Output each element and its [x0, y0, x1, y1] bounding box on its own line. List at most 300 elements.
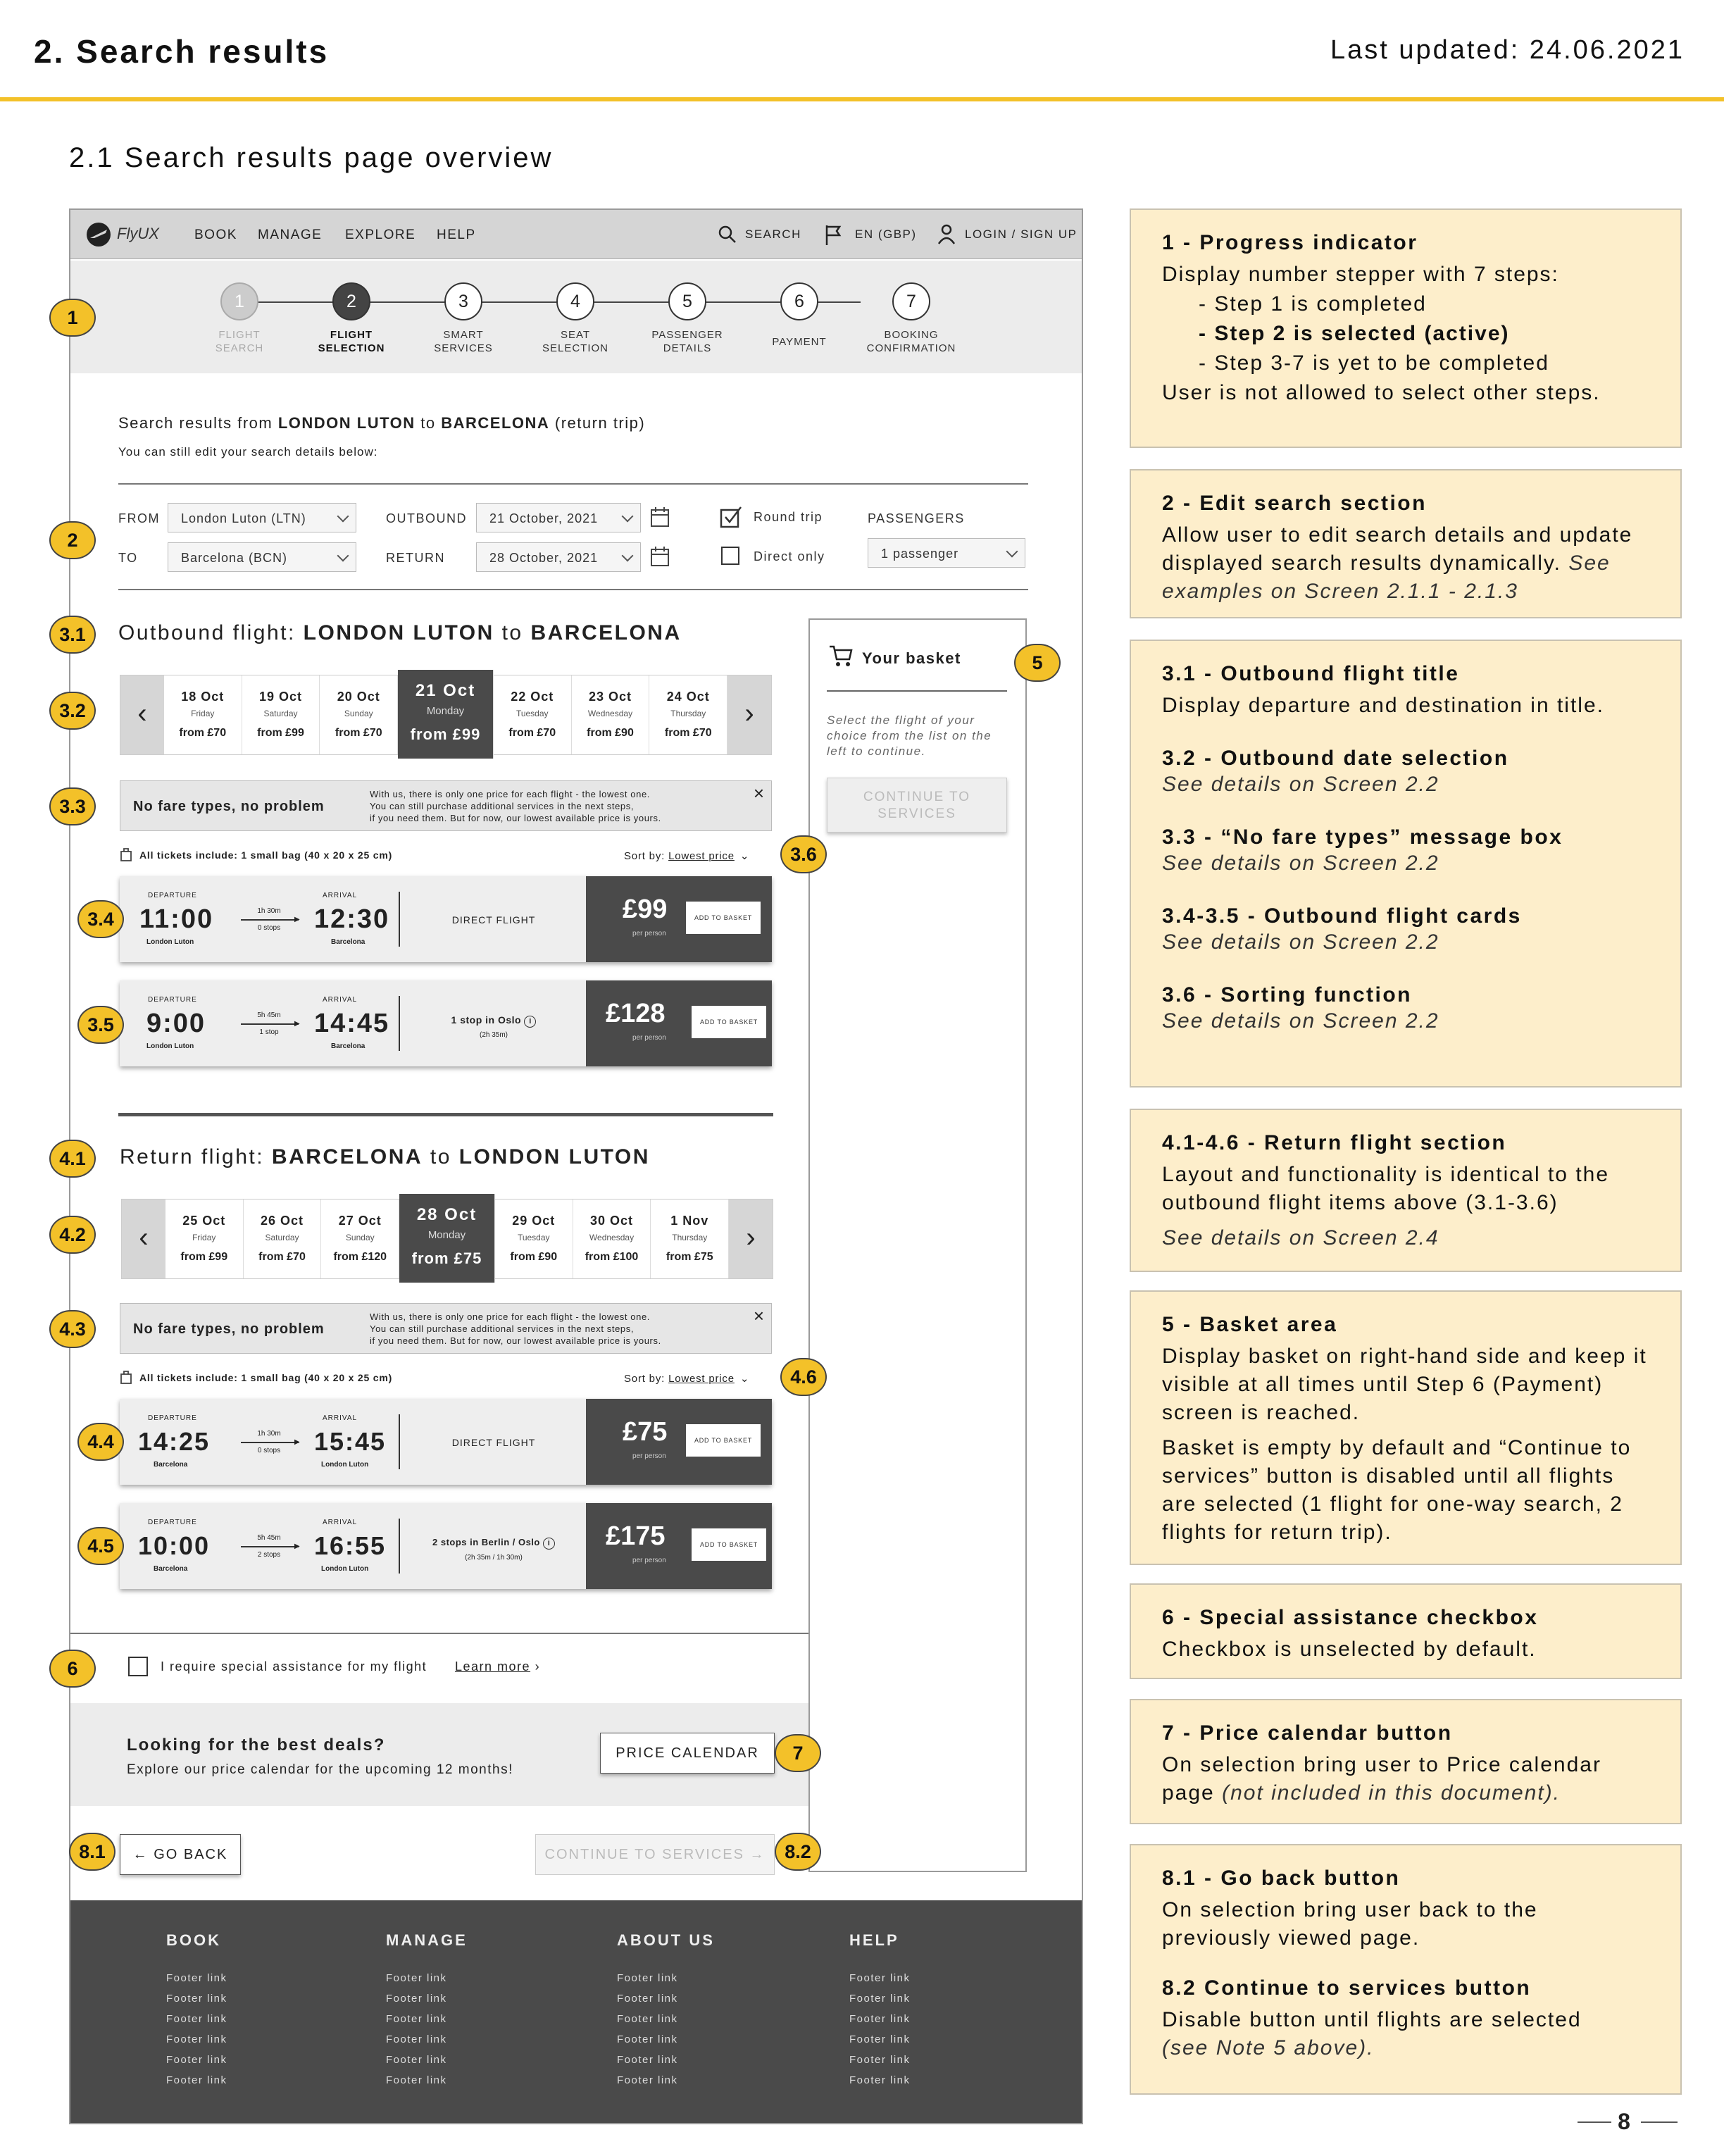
sort-label: Sort by:	[624, 850, 669, 862]
duration: 1h 30m	[257, 1430, 281, 1438]
continue-label: CONTINUE TO SERVICES	[544, 1847, 744, 1862]
text: to	[423, 1145, 459, 1169]
note-title: 3.1 - Outbound flight title	[1162, 662, 1460, 685]
text-line: With us, there is only one price for each flight - the lowest one.	[370, 1311, 651, 1322]
weekday: Saturday	[265, 1233, 299, 1242]
weekday: Monday	[426, 705, 465, 717]
footer-link[interactable]: Footer link	[386, 1993, 447, 2005]
prev-dates-button[interactable]: ‹	[122, 1199, 165, 1278]
date: 28 Oct	[416, 1205, 477, 1224]
round-trip-checkbox[interactable]	[720, 506, 742, 528]
nav-manage[interactable]: MANAGE	[258, 228, 323, 242]
note-text: Basket is empty by default and “Continue to services” button is disabled until all flights are selected (1 flight for one-way search, 2 flights for return trip).	[1162, 1436, 1632, 1544]
note-text-italic: See details on Screen 2.2	[1162, 773, 1439, 796]
outbound-date-selector	[120, 675, 772, 755]
weekday: Tuesday	[516, 709, 549, 718]
to-value: Barcelona (BCN)	[181, 551, 288, 565]
step-7	[892, 282, 930, 320]
note-text-italic: See examples on Screen 2.1.1 - 2.1.3	[1162, 552, 1611, 603]
next-dates-button[interactable]: ›	[729, 1199, 773, 1278]
chevron-down-icon	[622, 511, 634, 523]
step-4-label	[519, 328, 632, 355]
note-title: 3.3 - “No fare types” message box	[1162, 825, 1563, 849]
arrow-right-icon: →	[744, 1847, 766, 1862]
footer-link[interactable]: Footer link	[386, 2013, 447, 2025]
add-to-basket-button[interactable]: ADD TO BASKET	[686, 1424, 761, 1457]
step-2-number: 2	[332, 282, 370, 320]
note-text: Disable button until flights are selected	[1162, 2008, 1582, 2031]
from-city: LONDON LUTON	[277, 414, 416, 432]
price-box	[586, 1503, 772, 1589]
step-5	[668, 282, 706, 320]
annotation-badge: 3.1	[49, 616, 96, 654]
step-7-label	[855, 328, 968, 355]
user-icon[interactable]	[937, 223, 956, 245]
step-3-number: 3	[444, 282, 482, 320]
footer-link[interactable]: Footer link	[166, 1993, 227, 2005]
note-title: 3.4-3.5 - Outbound flight cards	[1162, 904, 1522, 928]
annotation-badge: 3.2	[49, 692, 96, 730]
footer-link[interactable]: Footer link	[849, 1972, 911, 1984]
return-flight-card[interactable]	[120, 1503, 772, 1589]
note-text: Layout and functionality is identical to the outbound flight items above (3.1-3.6)	[1162, 1163, 1610, 1214]
annotation-badge: 4.4	[77, 1423, 124, 1461]
note-title: 5 - Basket area	[1162, 1313, 1338, 1336]
chevron-down-icon	[337, 511, 349, 523]
departure-time: 14:25	[138, 1427, 211, 1456]
step-label-line: PASSENGER	[651, 329, 723, 341]
bag-icon	[120, 847, 132, 862]
search-subtext: You can still edit your search details below:	[118, 445, 378, 459]
footer-link[interactable]: Footer link	[386, 1972, 447, 1984]
text-line: You can still purchase additional services in the next steps,	[370, 801, 635, 811]
footer-link[interactable]: Footer link	[617, 1972, 678, 1984]
note-title: 8.2 Continue to services button	[1162, 1976, 1532, 2000]
close-icon[interactable]: ×	[753, 1305, 764, 1326]
duration: 5h 45m	[257, 1534, 281, 1542]
stop-info: 1 stop in Oslo	[451, 1014, 522, 1026]
date-option[interactable]	[495, 1199, 573, 1278]
text: Return flight:	[120, 1145, 272, 1169]
footer-link[interactable]: Footer link	[849, 2074, 911, 2086]
step-1-label	[183, 328, 296, 355]
sort-control[interactable]	[624, 849, 749, 862]
passengers-select[interactable]	[868, 538, 1025, 568]
stops: 1 stop	[259, 1028, 279, 1036]
footer-link[interactable]: Footer link	[617, 2013, 678, 2025]
note-text-italic: See details on Screen 2.2	[1162, 1009, 1439, 1033]
price-calendar-banner	[70, 1703, 808, 1806]
arrival-label: ARRIVAL	[323, 1519, 358, 1526]
step-2-label	[295, 328, 408, 355]
arrival-city: London Luton	[321, 1461, 369, 1469]
price: from £70	[258, 1251, 306, 1263]
note-7-price-calendar	[1130, 1699, 1682, 1824]
divider	[118, 483, 1028, 485]
go-back-label: GO BACK	[154, 1847, 228, 1862]
note-title: 1 - Progress indicator	[1162, 231, 1418, 254]
plane-logo-icon	[85, 221, 113, 248]
date-option[interactable]	[649, 675, 727, 754]
step-6-number: 6	[780, 282, 818, 320]
date-option[interactable]	[164, 675, 242, 754]
price: from £99	[410, 725, 481, 743]
footer-link[interactable]: Footer link	[166, 2074, 227, 2086]
annotation-badge: 5	[1014, 644, 1061, 682]
price: from £70	[664, 727, 712, 739]
date: 1 Nov	[670, 1214, 709, 1228]
note-title: 2 - Edit search section	[1162, 492, 1427, 515]
flight-arrow	[241, 1023, 299, 1025]
return-date-select[interactable]	[476, 542, 641, 572]
date-option[interactable]	[494, 675, 572, 754]
footer-link[interactable]: Footer link	[849, 2033, 911, 2045]
note-3-outbound	[1130, 640, 1682, 1088]
footer-link[interactable]: Footer link	[386, 2074, 447, 2086]
flight-info	[401, 1014, 586, 1028]
date: 23 Oct	[588, 690, 632, 704]
footer-col-manage	[386, 1931, 468, 2090]
chevron-down-icon	[1006, 546, 1018, 558]
divider	[1641, 2121, 1678, 2123]
price: £175	[606, 1521, 666, 1551]
return-date-value: 28 October, 2021	[489, 551, 599, 565]
departure-city: London Luton	[146, 1042, 194, 1050]
footer-link[interactable]: Footer link	[849, 2013, 911, 2025]
annotation-badge: 4.6	[780, 1358, 827, 1396]
continue-to-services-button[interactable]	[535, 1834, 775, 1875]
note-text: - Step 3-7 is yet to be completed	[1199, 351, 1549, 375]
step-label-line: SELECTION	[542, 342, 609, 354]
return-flight-title	[120, 1145, 650, 1169]
footer-link[interactable]: Footer link	[849, 1993, 911, 2005]
return-flight-card[interactable]	[120, 1399, 772, 1485]
wireframe	[69, 208, 1083, 2124]
note-1-progress	[1130, 208, 1682, 448]
special-assistance-label: I require special assistance for my flight	[161, 1659, 427, 1674]
per-person: per person	[632, 1557, 666, 1564]
note-text	[1162, 521, 1649, 606]
step-label-line: SMART	[443, 329, 484, 341]
footer-link[interactable]: Footer link	[166, 2013, 227, 2025]
stops: 0 stops	[257, 924, 281, 932]
annotation-badge: 1	[49, 299, 96, 337]
text: Search results from	[118, 414, 278, 432]
step-label-line: DETAILS	[663, 342, 712, 354]
basket-continue-button[interactable]	[827, 778, 1007, 833]
layover-duration: (2h 35m)	[479, 1031, 508, 1039]
arrival-city: London Luton	[321, 1565, 369, 1573]
date-option[interactable]	[572, 675, 650, 754]
outbound-label: OUTBOUND	[386, 511, 467, 525]
text-line: if you need them. But for now, our lowest available price is yours.	[370, 813, 661, 823]
section-title: 2.1 Search results page overview	[69, 142, 554, 173]
flag-icon[interactable]	[824, 224, 842, 247]
return-label: RETURN	[386, 551, 445, 565]
footer-heading: BOOK	[166, 1931, 221, 1949]
direct-only-label: Direct only	[754, 549, 825, 563]
note-text: Display number stepper with 7 steps:	[1162, 263, 1559, 286]
prev-dates-button[interactable]: ‹	[120, 675, 164, 754]
special-assistance-checkbox[interactable]	[128, 1657, 148, 1676]
outbound-date-select[interactable]	[476, 503, 641, 532]
nav-explore[interactable]: EXPLORE	[345, 228, 416, 242]
search-icon[interactable]	[717, 224, 738, 245]
note-title: 7 - Price calendar button	[1162, 1721, 1453, 1745]
divider	[399, 892, 400, 947]
duration: 5h 45m	[257, 1011, 281, 1019]
price: from £70	[179, 727, 227, 739]
nav-help[interactable]: HELP	[437, 228, 476, 242]
no-fare-types-box	[120, 1303, 772, 1354]
date: 20 Oct	[337, 690, 380, 704]
layover-duration: (2h 35m / 1h 30m)	[465, 1554, 523, 1562]
from-city: LONDON LUTON	[303, 621, 494, 644]
note-text-italic: (see Note 5 above).	[1162, 2036, 1375, 2060]
stop-info: 2 stops in Berlin / Oslo	[432, 1537, 540, 1547]
text: to	[494, 621, 531, 644]
footer	[70, 1900, 1083, 2124]
annotation-badge: 2	[49, 521, 96, 559]
step-label-line: BOOKING	[884, 329, 939, 341]
annotation-badge: 4.5	[77, 1527, 124, 1565]
note-4-return	[1130, 1109, 1682, 1272]
note-text-italic: (not included in this document).	[1222, 1781, 1561, 1805]
price: from £90	[587, 727, 634, 739]
arrow-head-icon: ▶	[294, 1438, 300, 1446]
weekday: Thursday	[670, 709, 706, 718]
date: 24 Oct	[666, 690, 710, 704]
footer-link[interactable]: Footer link	[166, 2033, 227, 2045]
date-option-selected[interactable]	[399, 1194, 495, 1283]
price: from £120	[333, 1251, 387, 1263]
date: 25 Oct	[182, 1214, 226, 1228]
brand-logo[interactable]: FlyUX	[117, 225, 159, 242]
price: from £90	[510, 1251, 558, 1263]
flight-info	[401, 1537, 586, 1550]
last-updated: Last updated: 24.06.2021	[1330, 35, 1685, 65]
stops: 0 stops	[257, 1447, 281, 1454]
from-select[interactable]	[168, 503, 356, 532]
basket-panel	[808, 618, 1027, 1872]
flight-info: DIRECT FLIGHT	[451, 914, 536, 926]
footer-heading: HELP	[849, 1931, 899, 1949]
footer-link[interactable]: Footer link	[849, 2054, 911, 2066]
footer-col-about	[617, 1931, 715, 2090]
date-option[interactable]	[165, 1199, 244, 1278]
footer-link[interactable]: Footer link	[166, 2054, 227, 2066]
step-label-line: FLIGHT	[330, 329, 373, 341]
note-title: 3.2 - Outbound date selection	[1162, 747, 1509, 770]
fare-box-title: No fare types, no problem	[133, 1321, 325, 1337]
footer-link[interactable]: Footer link	[617, 1993, 678, 2005]
outbound-flight-card[interactable]	[120, 876, 772, 962]
arrival-city: Barcelona	[331, 1042, 366, 1050]
footer-col-book	[166, 1931, 227, 2090]
price: £128	[606, 999, 666, 1028]
date: 18 Oct	[181, 690, 225, 704]
next-dates-button[interactable]: ›	[727, 675, 771, 754]
calendar-icon[interactable]	[649, 506, 670, 528]
step-label-line: SEARCH	[215, 342, 264, 354]
per-person: per person	[632, 1034, 666, 1042]
arrival-time: 12:30	[314, 904, 390, 934]
nav-search[interactable]: SEARCH	[745, 228, 801, 241]
step-label-line: FLIGHT	[218, 329, 261, 341]
divider	[399, 996, 400, 1051]
annotation-badge: 3.3	[49, 787, 96, 825]
step-label-line: CONFIRMATION	[866, 342, 956, 354]
date-option[interactable]	[573, 1199, 651, 1278]
annotation-badge: 8.2	[775, 1833, 821, 1871]
step-4	[556, 282, 594, 320]
divider	[399, 1414, 400, 1469]
outbound-flight-title	[118, 621, 682, 645]
date-option[interactable]	[244, 1199, 322, 1278]
sort-value: Lowest price	[668, 850, 735, 862]
page-number: 8	[1618, 2109, 1630, 2134]
note-text: - Step 1 is completed	[1199, 292, 1427, 316]
note-text-italic: See details on Screen 2.2	[1162, 930, 1439, 954]
return-date-selector	[121, 1199, 773, 1279]
date: 22 Oct	[511, 690, 554, 704]
per-person: per person	[632, 930, 666, 937]
footer-link[interactable]: Footer link	[166, 1972, 227, 1984]
date-option-selected[interactable]	[398, 670, 494, 759]
date: 21 Oct	[415, 681, 476, 700]
close-icon[interactable]: ×	[753, 783, 764, 804]
chevron-down-icon	[337, 550, 349, 562]
divider	[827, 690, 1007, 692]
footer-link[interactable]: Footer link	[617, 2033, 678, 2045]
to-label: TO	[118, 551, 138, 565]
note-text-italic: See details on Screen 2.4	[1162, 1226, 1439, 1250]
text-line: if you need them. But for now, our lowest available price is yours.	[370, 1335, 661, 1346]
basket-title: Your basket	[862, 649, 961, 667]
to-select[interactable]	[168, 542, 356, 572]
divider	[1578, 2121, 1611, 2123]
arrow-head-icon: ▶	[294, 1543, 300, 1550]
date-option[interactable]	[321, 1199, 399, 1278]
step-label-line: SERVICES	[434, 342, 493, 354]
arrow-head-icon: ▶	[294, 1020, 300, 1028]
outbound-flight-card[interactable]	[120, 980, 772, 1066]
info-icon[interactable]: i	[543, 1538, 555, 1550]
weekday: Wednesday	[589, 1233, 635, 1242]
weekday: Saturday	[263, 709, 298, 718]
arrival-label: ARRIVAL	[323, 996, 358, 1004]
from-value: London Luton (LTN)	[181, 511, 306, 525]
round-trip-label: Round trip	[754, 510, 823, 524]
outbound-date-value: 21 October, 2021	[489, 511, 599, 525]
price-calendar-button[interactable]: PRICE CALENDAR	[600, 1733, 775, 1774]
date: 29 Oct	[512, 1214, 556, 1228]
note-text: Display basket on right-hand side and keep it visible at all times until Step 6 (Payment) screen is reached.	[1162, 1345, 1647, 1424]
annotation-badge: 3.5	[77, 1006, 124, 1044]
arrival-time: 16:55	[314, 1531, 387, 1560]
document-title: 2. Search results	[34, 33, 330, 70]
footer-link[interactable]: Footer link	[617, 2054, 678, 2066]
date: 30 Oct	[589, 1214, 634, 1228]
fare-box-title: No fare types, no problem	[133, 799, 325, 814]
date-option[interactable]	[242, 675, 320, 754]
footer-link[interactable]: Footer link	[386, 2054, 447, 2066]
note-title: 6 - Special assistance checkbox	[1162, 1606, 1539, 1629]
add-to-basket-button[interactable]: ADD TO BASKET	[692, 1006, 766, 1038]
nav-language[interactable]: EN (GBP)	[855, 228, 917, 241]
date: 19 Oct	[258, 690, 303, 704]
nav-book[interactable]: BOOK	[194, 228, 237, 242]
footer-link[interactable]: Footer link	[617, 2074, 678, 2086]
deals-subtitle: Explore our price calendar for the upcoming 12 months!	[127, 1762, 513, 1777]
note-text	[1162, 1751, 1649, 1807]
price: from £99	[257, 727, 304, 739]
top-nav	[70, 210, 1083, 259]
weekday: Friday	[191, 709, 215, 718]
step-7-number: 7	[892, 282, 930, 320]
learn-more-text: Learn more	[455, 1659, 531, 1674]
date-option[interactable]	[320, 675, 398, 754]
departure-city: Barcelona	[154, 1565, 188, 1573]
direct-only-checkbox[interactable]	[721, 547, 739, 565]
step-label-line: SEAT	[560, 329, 591, 341]
add-to-basket-button[interactable]: ADD TO BASKET	[692, 1528, 766, 1561]
arrival-label: ARRIVAL	[323, 892, 358, 899]
sort-value: Lowest price	[668, 1373, 735, 1385]
passengers-value: 1 passenger	[881, 547, 959, 561]
weekday: Thursday	[672, 1233, 708, 1242]
flight-arrow	[241, 1546, 299, 1547]
step-1	[220, 282, 258, 320]
departure-label: DEPARTURE	[148, 996, 197, 1004]
no-fare-types-box	[120, 780, 772, 831]
departure-city: Barcelona	[154, 1461, 188, 1469]
duration: 1h 30m	[257, 907, 281, 915]
go-back-button[interactable]	[120, 1834, 241, 1875]
flight-arrow	[241, 1442, 299, 1443]
annotation-badge: 4.1	[49, 1140, 96, 1178]
price-box	[586, 1399, 772, 1485]
departure-label: DEPARTURE	[148, 892, 197, 899]
step-3-label	[407, 328, 520, 355]
note-5-basket	[1130, 1290, 1682, 1565]
departure-time: 11:00	[139, 904, 214, 934]
text-line: With us, there is only one price for each flight - the lowest one.	[370, 789, 651, 799]
note-text: On selection bring user back to the previously viewed page.	[1162, 1898, 1538, 1950]
chevron-down-icon	[622, 550, 634, 562]
nav-login[interactable]: LOGIN / SIGN UP	[965, 228, 1078, 241]
footer-link[interactable]: Footer link	[386, 2033, 447, 2045]
weekday: Monday	[427, 1229, 466, 1241]
note-text: Display departure and destination in title.	[1162, 694, 1604, 717]
note-title: 4.1-4.6 - Return flight section	[1162, 1131, 1507, 1154]
note-text: Checkbox is unselected by default.	[1162, 1638, 1537, 1661]
learn-more-link[interactable]	[455, 1659, 540, 1674]
weekday: Tuesday	[517, 1233, 550, 1242]
info-icon[interactable]: i	[524, 1016, 536, 1028]
add-to-basket-button[interactable]: ADD TO BASKET	[686, 902, 761, 934]
chevron-down-icon: ⌄	[739, 850, 750, 862]
date-option[interactable]	[651, 1199, 729, 1278]
annotation-badge: 4.3	[49, 1310, 96, 1348]
flight-info: DIRECT FLIGHT	[451, 1437, 536, 1448]
calendar-icon[interactable]	[649, 545, 670, 568]
basket-hint: Select the flight of your choice from the list on the left to continue.	[827, 714, 992, 758]
sort-control[interactable]	[624, 1372, 749, 1385]
step-5-number: 5	[668, 282, 706, 320]
step-6	[780, 282, 818, 320]
price-box	[586, 876, 772, 962]
